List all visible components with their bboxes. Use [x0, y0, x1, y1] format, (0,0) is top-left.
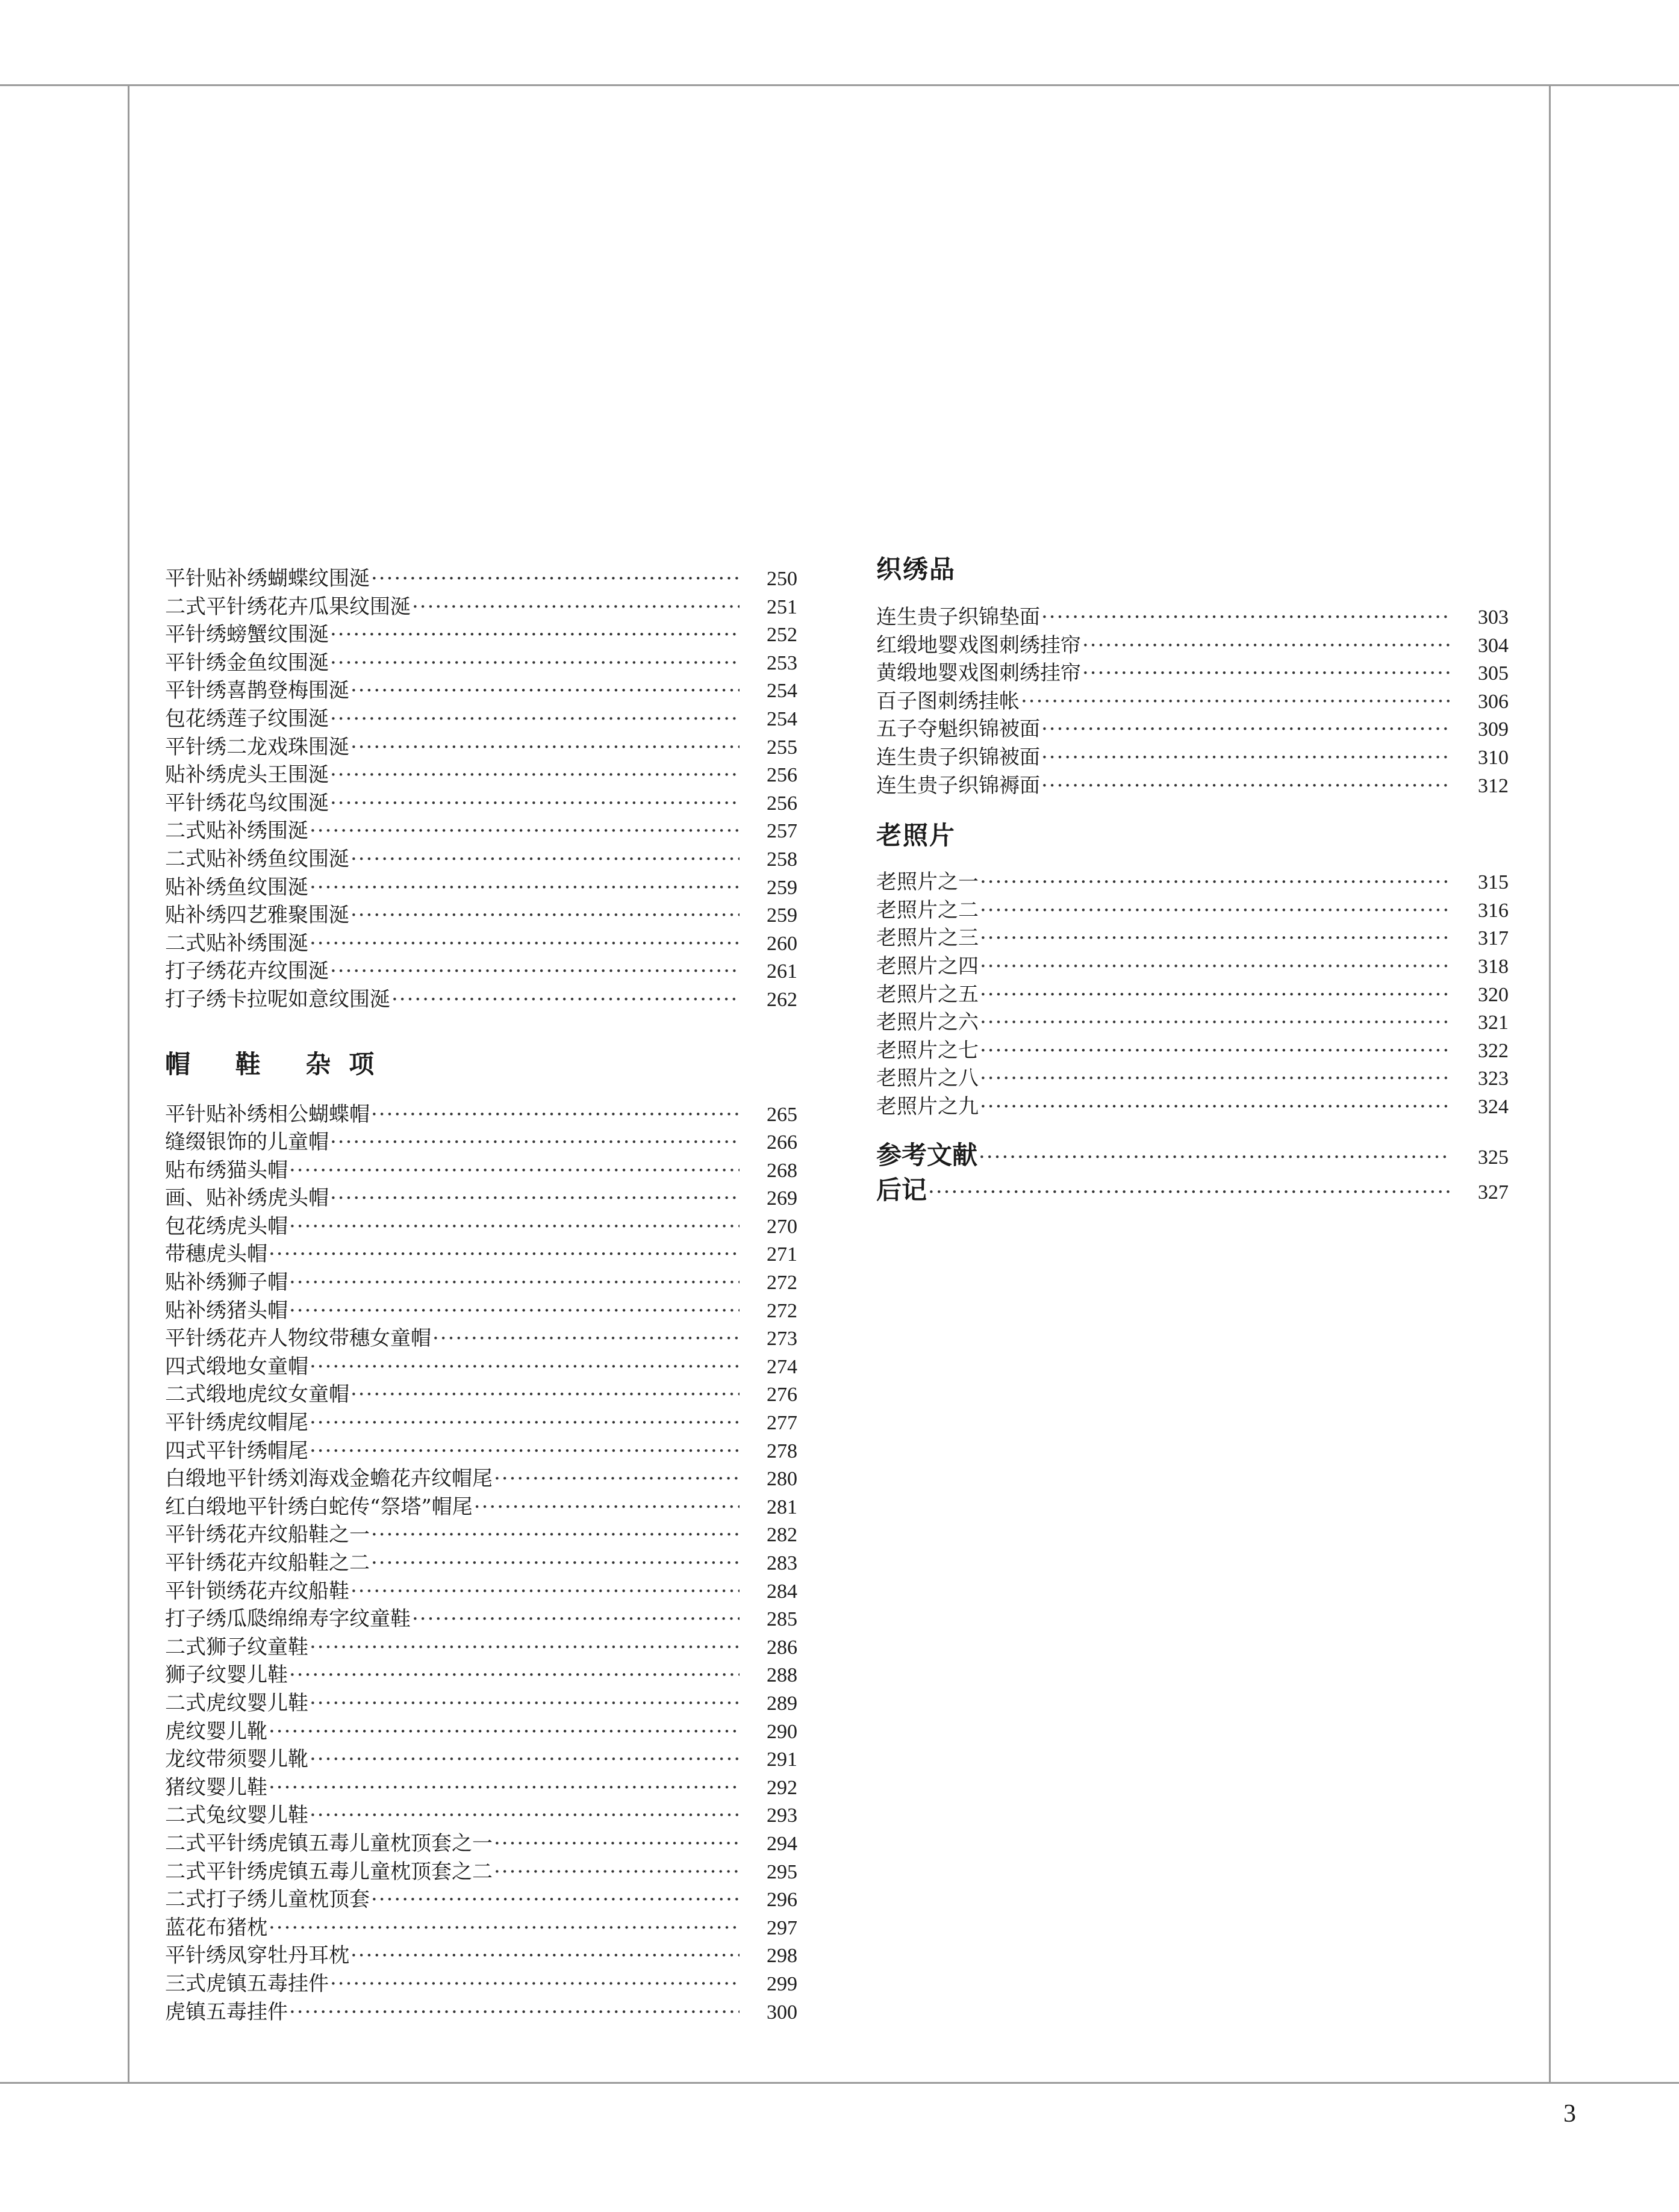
toc-entry-title: 平针绣花卉人物纹带穗女童帽: [165, 1326, 431, 1351]
toc-entry-title: 平针绣花卉纹船鞋之一: [165, 1523, 370, 1547]
dot-leader: [269, 1774, 740, 1802]
dot-leader: [310, 817, 740, 845]
toc-entry-page: 327: [1478, 1181, 1509, 1204]
toc-entry-title: 二式贴补绣围涎: [165, 819, 308, 843]
toc-entry-title: 打子绣瓜瓞绵绵寿字纹童鞋: [165, 1607, 411, 1632]
dot-leader: [1082, 659, 1451, 688]
toc-entry-title: 老照片之六: [876, 1010, 979, 1035]
toc-entry-title: 平针绣喜鹊登梅围涎: [165, 679, 349, 703]
dot-leader: [474, 1493, 740, 1521]
dot-leader: [310, 874, 740, 902]
toc-entry-title: 二式狮子纹童鞋: [165, 1635, 308, 1659]
toc-entry-page: 290: [767, 1720, 797, 1743]
toc-entry[interactable]: [165, 901, 797, 930]
toc-entry-title: 贴补绣猪头帽: [165, 1298, 288, 1323]
toc-entry-page: 261: [767, 960, 797, 983]
toc-entry-title: 贴补绣虎头王围涎: [165, 763, 329, 788]
toc-entry[interactable]: [165, 1409, 797, 1437]
toc-entry[interactable]: [165, 1465, 797, 1493]
toc-entry[interactable]: [165, 1437, 797, 1465]
toc-entry-page: 271: [767, 1243, 797, 1266]
toc-entry-page: 252: [767, 624, 797, 647]
toc-entry[interactable]: [876, 1173, 1509, 1208]
toc-entry-page: 295: [767, 1860, 797, 1883]
left-rule: [128, 84, 129, 2084]
toc-entry-title: 平针绣花鸟纹围涎: [165, 791, 329, 815]
toc-entry-page: 280: [767, 1468, 797, 1491]
toc-entry[interactable]: [876, 868, 1509, 896]
toc-entry-page: 254: [767, 680, 797, 703]
toc-entry[interactable]: [165, 1521, 797, 1549]
toc-entry-title: 百子图刺绣挂帐: [876, 689, 1020, 713]
toc-entry-title: 老照片之二: [876, 898, 979, 922]
toc-entry-page: 325: [1478, 1146, 1509, 1169]
toc-entry-title: 老照片之四: [876, 954, 979, 978]
toc-entry-title: 龙纹带须婴儿靴: [165, 1747, 308, 1772]
dot-leader: [289, 1269, 740, 1297]
toc-entry-title: 黄缎地婴戏图刺绣挂帘: [876, 661, 1081, 686]
dot-leader: [330, 1970, 740, 1998]
toc-entry-title: 二式贴补绣围涎: [165, 931, 308, 955]
toc-entry-title: 平针绣花卉纹船鞋之二: [165, 1551, 370, 1575]
dot-leader: [980, 1037, 1451, 1065]
toc-entry-page: 276: [767, 1384, 797, 1406]
toc-entry-title: 贴布绣猫头帽: [165, 1158, 288, 1182]
dot-leader: [289, 1661, 740, 1689]
toc-entry-page: 277: [767, 1412, 797, 1435]
toc-entry-page: 310: [1478, 746, 1509, 769]
toc-entry-title: 二式虎纹婴儿鞋: [165, 1691, 308, 1715]
toc-entry[interactable]: [876, 1064, 1509, 1093]
toc-entry-page: 312: [1478, 774, 1509, 797]
toc-entry-page: 300: [767, 2001, 797, 2024]
toc-entry[interactable]: [876, 659, 1509, 688]
toc-entry-title: 五子夺魁织锦被面: [876, 717, 1040, 742]
toc-entry-page: 318: [1478, 955, 1509, 978]
toc-entry-title: 老照片之七: [876, 1038, 979, 1063]
toc-entry-title: 二式缎地虎纹女童帽: [165, 1382, 349, 1407]
toc-entry[interactable]: [165, 1661, 797, 1689]
toc-entry-page: 256: [767, 764, 797, 787]
toc-list-old-photos: [876, 868, 1509, 1120]
dot-leader: [928, 1175, 1451, 1210]
dot-leader: [371, 1101, 740, 1129]
dot-leader: [310, 1437, 740, 1465]
dot-leader: [350, 845, 740, 874]
toc-entry[interactable]: [876, 952, 1509, 981]
toc-entry-page: 316: [1478, 899, 1509, 922]
toc-entry-page: 254: [767, 707, 797, 730]
toc-entry-page: 250: [767, 568, 797, 590]
toc-entry-title: 平针绣金鱼纹围涎: [165, 650, 329, 675]
toc-entry-page: 251: [767, 595, 797, 618]
toc-entry-title: 二式打子绣儿童枕顶套: [165, 1887, 370, 1912]
toc-entry-page: 294: [767, 1832, 797, 1855]
toc-entry-page: 262: [767, 988, 797, 1011]
dot-leader: [980, 1064, 1451, 1093]
dot-leader: [310, 1353, 740, 1381]
dot-leader: [330, 621, 740, 649]
toc-entry-page: 299: [767, 1972, 797, 1995]
toc-list-textiles: [876, 603, 1509, 800]
dot-leader: [289, 1157, 740, 1185]
toc-left-column: [165, 565, 797, 2026]
toc-entry[interactable]: [165, 1718, 797, 1746]
toc-entry-title: 平针绣二龙戏珠围涎: [165, 735, 349, 759]
toc-entry-page: 281: [767, 1496, 797, 1518]
toc-entry-page: 259: [767, 904, 797, 927]
toc-entry-title: 虎镇五毒挂件: [165, 1999, 288, 2024]
toc-entry[interactable]: [165, 1101, 797, 1129]
page-number: 3: [1563, 2100, 1576, 2128]
toc-entry-page: 283: [767, 1552, 797, 1574]
toc-entry-page: 291: [767, 1748, 797, 1771]
dot-leader: [412, 1605, 740, 1633]
toc-list-back-matter: [876, 1138, 1509, 1208]
toc-entry[interactable]: [165, 705, 797, 733]
toc-entry-title: 老照片之三: [876, 926, 979, 951]
toc-entry-title: 打子绣卡拉呢如意纹围涎: [165, 987, 390, 1011]
toc-entry-page: 260: [767, 932, 797, 955]
toc-entry[interactable]: [165, 845, 797, 874]
dot-leader: [412, 593, 740, 621]
dot-leader: [371, 1549, 740, 1577]
toc-entry[interactable]: [165, 1213, 797, 1241]
toc-entry-title: 参考文献: [876, 1140, 978, 1170]
toc-entry-page: 322: [1478, 1039, 1509, 1062]
section-heading-hats-shoes: 帽 鞋 杂项: [165, 1049, 393, 1079]
toc-entry[interactable]: [165, 1325, 797, 1353]
dot-leader: [350, 677, 740, 705]
dot-leader: [980, 952, 1451, 981]
toc-entry-title: 老照片之八: [876, 1066, 979, 1091]
toc-entry-title: 二式兔纹婴儿鞋: [165, 1803, 308, 1828]
dot-leader: [330, 649, 740, 677]
toc-entry[interactable]: [876, 1138, 1509, 1173]
toc-entry-page: 272: [767, 1299, 797, 1322]
dot-leader: [1021, 688, 1451, 716]
toc-entry-title: 二式平针绣虎镇五毒儿童枕顶套之一: [165, 1831, 493, 1856]
toc-entry[interactable]: [876, 1037, 1509, 1065]
toc-entry-page: 274: [767, 1355, 797, 1378]
toc-entry-page: 309: [1478, 718, 1509, 741]
dot-leader: [310, 1745, 740, 1774]
toc-entry[interactable]: [165, 677, 797, 705]
dot-leader: [1041, 603, 1451, 632]
dot-leader: [371, 1886, 740, 1914]
toc-entry[interactable]: [876, 772, 1509, 800]
toc-entry[interactable]: [876, 632, 1509, 660]
toc-entry[interactable]: [876, 1008, 1509, 1037]
dot-leader: [980, 981, 1451, 1009]
dot-leader: [269, 1914, 740, 1942]
toc-entry-page: 306: [1478, 690, 1509, 713]
section-heading-textiles: 织绣品: [876, 555, 956, 584]
toc-entry-page: 256: [767, 792, 797, 815]
toc-entry-title: 红白缎地平针绣白蛇传“祭塔”帽尾: [165, 1494, 473, 1519]
toc-entry[interactable]: [165, 1774, 797, 1802]
dot-leader: [330, 789, 740, 818]
toc-entry-title: 连生贵子织锦垫面: [876, 605, 1040, 629]
toc-entry-page: 286: [767, 1636, 797, 1659]
toc-entry[interactable]: [165, 1886, 797, 1914]
dot-leader: [310, 1633, 740, 1662]
toc-entry-title: 贴补绣四艺雅聚围涎: [165, 903, 349, 928]
toc-entry-page: 285: [767, 1608, 797, 1631]
toc-entry[interactable]: [165, 1493, 797, 1521]
dot-leader: [494, 1858, 740, 1886]
toc-entry[interactable]: [165, 1157, 797, 1185]
toc-entry[interactable]: [165, 1381, 797, 1409]
dot-leader: [330, 1128, 740, 1157]
toc-entry[interactable]: [165, 930, 797, 958]
toc-entry-title: 蓝花布猪枕: [165, 1915, 267, 1940]
toc-entry[interactable]: [165, 1745, 797, 1774]
right-rule: [1549, 84, 1551, 2084]
dot-leader: [310, 1409, 740, 1437]
toc-entry[interactable]: [165, 986, 797, 1014]
toc-entry-page: 288: [767, 1664, 797, 1687]
toc-entry[interactable]: [165, 1914, 797, 1942]
dot-leader: [310, 930, 740, 958]
toc-entry-title: 连生贵子织锦被面: [876, 745, 1040, 769]
toc-entry[interactable]: [165, 1269, 797, 1297]
dot-leader: [289, 1297, 740, 1325]
toc-entry[interactable]: [876, 1093, 1509, 1121]
toc-entry[interactable]: [165, 1605, 797, 1633]
toc-list-hats-shoes: [165, 1101, 797, 2027]
toc-entry-title: 平针绣螃蟹纹围涎: [165, 623, 329, 647]
toc-entry-title: 平针绣凤穿牡丹耳枕: [165, 1943, 349, 1968]
toc-entry[interactable]: [165, 874, 797, 902]
toc-entry-title: 猪纹婴儿鞋: [165, 1775, 267, 1800]
toc-entry-page: 323: [1478, 1067, 1509, 1090]
toc-entry-title: 带穗虎头帽: [165, 1242, 267, 1267]
toc-entry[interactable]: [876, 603, 1509, 632]
toc-entry-page: 255: [767, 736, 797, 759]
toc-entry[interactable]: [165, 1858, 797, 1886]
dot-leader: [269, 1240, 740, 1269]
toc-entry-page: 273: [767, 1328, 797, 1350]
dot-leader: [980, 896, 1451, 925]
toc-entry-page: 257: [767, 820, 797, 843]
toc-entry-page: 278: [767, 1440, 797, 1462]
toc-entry[interactable]: [165, 1801, 797, 1830]
toc-entry-page: 317: [1478, 927, 1509, 950]
dot-leader: [432, 1325, 740, 1353]
dot-leader: [1041, 772, 1451, 800]
toc-entry[interactable]: [165, 957, 797, 986]
toc-entry-title: 狮子纹婴儿鞋: [165, 1663, 288, 1688]
toc-entry-page: 315: [1478, 871, 1509, 894]
toc-entry-page: 293: [767, 1804, 797, 1827]
toc-entry-title: 连生贵子织锦褥面: [876, 773, 1040, 798]
toc-entry-page: 321: [1478, 1011, 1509, 1034]
dot-leader: [371, 565, 740, 593]
toc-entry-title: 打子绣花卉纹围涎: [165, 959, 329, 984]
toc-entry-page: 272: [767, 1272, 797, 1294]
toc-entry-title: 平针贴补绣蝴蝶纹围涎: [165, 567, 370, 591]
toc-entry-page: 298: [767, 1945, 797, 1968]
dot-leader: [980, 924, 1451, 952]
dot-leader: [371, 1521, 740, 1549]
toc-entry-title: 老照片之九: [876, 1094, 979, 1119]
toc-entry-page: 296: [767, 1889, 797, 1912]
toc-entry-page: 303: [1478, 606, 1509, 629]
toc-entry-title: 包花绣虎头帽: [165, 1214, 288, 1238]
toc-entry[interactable]: [165, 789, 797, 818]
toc-entry-title: 平针锁绣花卉纹船鞋: [165, 1579, 349, 1603]
dot-leader: [289, 1998, 740, 2027]
toc-entry-page: 320: [1478, 983, 1509, 1006]
dot-leader: [980, 1093, 1451, 1121]
toc-entry-title: 画、贴补绣虎头帽: [165, 1186, 329, 1211]
dot-leader: [330, 705, 740, 733]
toc-entry-page: 289: [767, 1692, 797, 1715]
toc-entry[interactable]: [165, 1577, 797, 1606]
toc-entry[interactable]: [165, 1942, 797, 1970]
toc-entry[interactable]: [165, 565, 797, 593]
dot-leader: [1082, 632, 1451, 660]
toc-entry[interactable]: [165, 593, 797, 621]
toc-entry-page: 253: [767, 651, 797, 674]
dot-leader: [1041, 715, 1451, 744]
toc-entry-page: 282: [767, 1524, 797, 1547]
toc-entry-page: 292: [767, 1776, 797, 1799]
toc-entry-title: 贴补绣狮子帽: [165, 1270, 288, 1295]
toc-entry[interactable]: [876, 744, 1509, 772]
toc-entry[interactable]: [165, 1549, 797, 1577]
toc-entry-title: 四式平针绣帽尾: [165, 1438, 308, 1463]
toc-entry-page: 265: [767, 1103, 797, 1126]
dot-leader: [350, 1577, 740, 1606]
toc-entry[interactable]: [876, 924, 1509, 952]
toc-entry-page: 269: [767, 1187, 797, 1210]
toc-entry-page: 324: [1478, 1095, 1509, 1118]
toc-entry-title: 贴补绣鱼纹围涎: [165, 875, 308, 899]
toc-entry-title: 三式虎镇五毒挂件: [165, 1971, 329, 1996]
toc-right-column: [876, 555, 1509, 1208]
toc-entry[interactable]: [165, 761, 797, 789]
toc-entry[interactable]: [876, 688, 1509, 716]
dot-leader: [310, 1801, 740, 1830]
dot-leader: [980, 868, 1451, 896]
dot-leader: [330, 1184, 740, 1213]
bottom-rule: [0, 2082, 1679, 2084]
toc-entry-title: 老照片之五: [876, 982, 979, 1007]
dot-leader: [494, 1830, 740, 1858]
toc-entry[interactable]: [165, 649, 797, 677]
dot-leader: [350, 1381, 740, 1409]
toc-entry-title: 平针贴补绣相公蝴蝶帽: [165, 1102, 370, 1126]
dot-leader: [310, 1689, 740, 1718]
toc-entry-title: 虎纹婴儿靴: [165, 1719, 267, 1744]
dot-leader: [1041, 744, 1451, 772]
toc-entry[interactable]: [165, 733, 797, 762]
dot-leader: [350, 733, 740, 762]
toc-entry[interactable]: [876, 715, 1509, 744]
toc-entry[interactable]: [165, 1970, 797, 1998]
dot-leader: [979, 1140, 1451, 1175]
toc-entry-title: 四式缎地女童帽: [165, 1354, 308, 1379]
toc-entry-page: 297: [767, 1916, 797, 1939]
toc-entry-title: 白缎地平针绣刘海戏金蟾花卉纹帽尾: [165, 1467, 493, 1491]
toc-entry[interactable]: [165, 1184, 797, 1213]
toc-entry[interactable]: [165, 1689, 797, 1718]
toc-entry-page: 284: [767, 1580, 797, 1603]
dot-leader: [289, 1213, 740, 1241]
toc-entry-title: 红缎地婴戏图刺绣挂帘: [876, 633, 1081, 657]
dot-leader: [330, 761, 740, 789]
toc-entry[interactable]: [165, 1830, 797, 1858]
toc-entry-page: 266: [767, 1131, 797, 1154]
toc-entry[interactable]: [165, 817, 797, 845]
toc-entry[interactable]: [876, 981, 1509, 1009]
toc-entry-title: 包花绣莲子纹围涎: [165, 706, 329, 731]
toc-entry[interactable]: [165, 621, 797, 649]
dot-leader: [980, 1008, 1451, 1037]
toc-entry-title: 老照片之一: [876, 870, 979, 895]
toc-entry-page: 268: [767, 1159, 797, 1182]
toc-entry-title: 二式贴补绣鱼纹围涎: [165, 847, 349, 871]
dot-leader: [350, 1942, 740, 1970]
toc-entry[interactable]: [876, 896, 1509, 925]
toc-entry[interactable]: [165, 1128, 797, 1157]
section-heading-old-photos: 老照片: [876, 821, 956, 851]
dot-leader: [330, 957, 740, 986]
dot-leader: [494, 1465, 740, 1493]
toc-entry-title: 缝缀银饰的儿童帽: [165, 1130, 329, 1155]
toc-entry[interactable]: [165, 1240, 797, 1269]
toc-entry[interactable]: [165, 1998, 797, 2027]
toc-entry-title: 二式平针绣虎镇五毒儿童枕顶套之二: [165, 1859, 493, 1884]
dot-leader: [391, 986, 740, 1014]
toc-entry-title: 后记: [876, 1175, 927, 1205]
top-rule: [0, 84, 1679, 86]
toc-entry-page: 305: [1478, 662, 1509, 685]
toc-list-bibs: [165, 565, 797, 1014]
toc-entry-page: 270: [767, 1215, 797, 1238]
toc-entry-title: 平针绣虎纹帽尾: [165, 1411, 308, 1435]
toc-entry[interactable]: [165, 1353, 797, 1381]
toc-entry-page: 304: [1478, 634, 1509, 657]
toc-entry-page: 259: [767, 876, 797, 899]
dot-leader: [269, 1718, 740, 1746]
toc-entry-page: 258: [767, 848, 797, 871]
toc-entry[interactable]: [165, 1633, 797, 1662]
dot-leader: [350, 901, 740, 930]
toc-entry[interactable]: [165, 1297, 797, 1325]
toc-entry-title: 二式平针绣花卉瓜果纹围涎: [165, 594, 411, 619]
